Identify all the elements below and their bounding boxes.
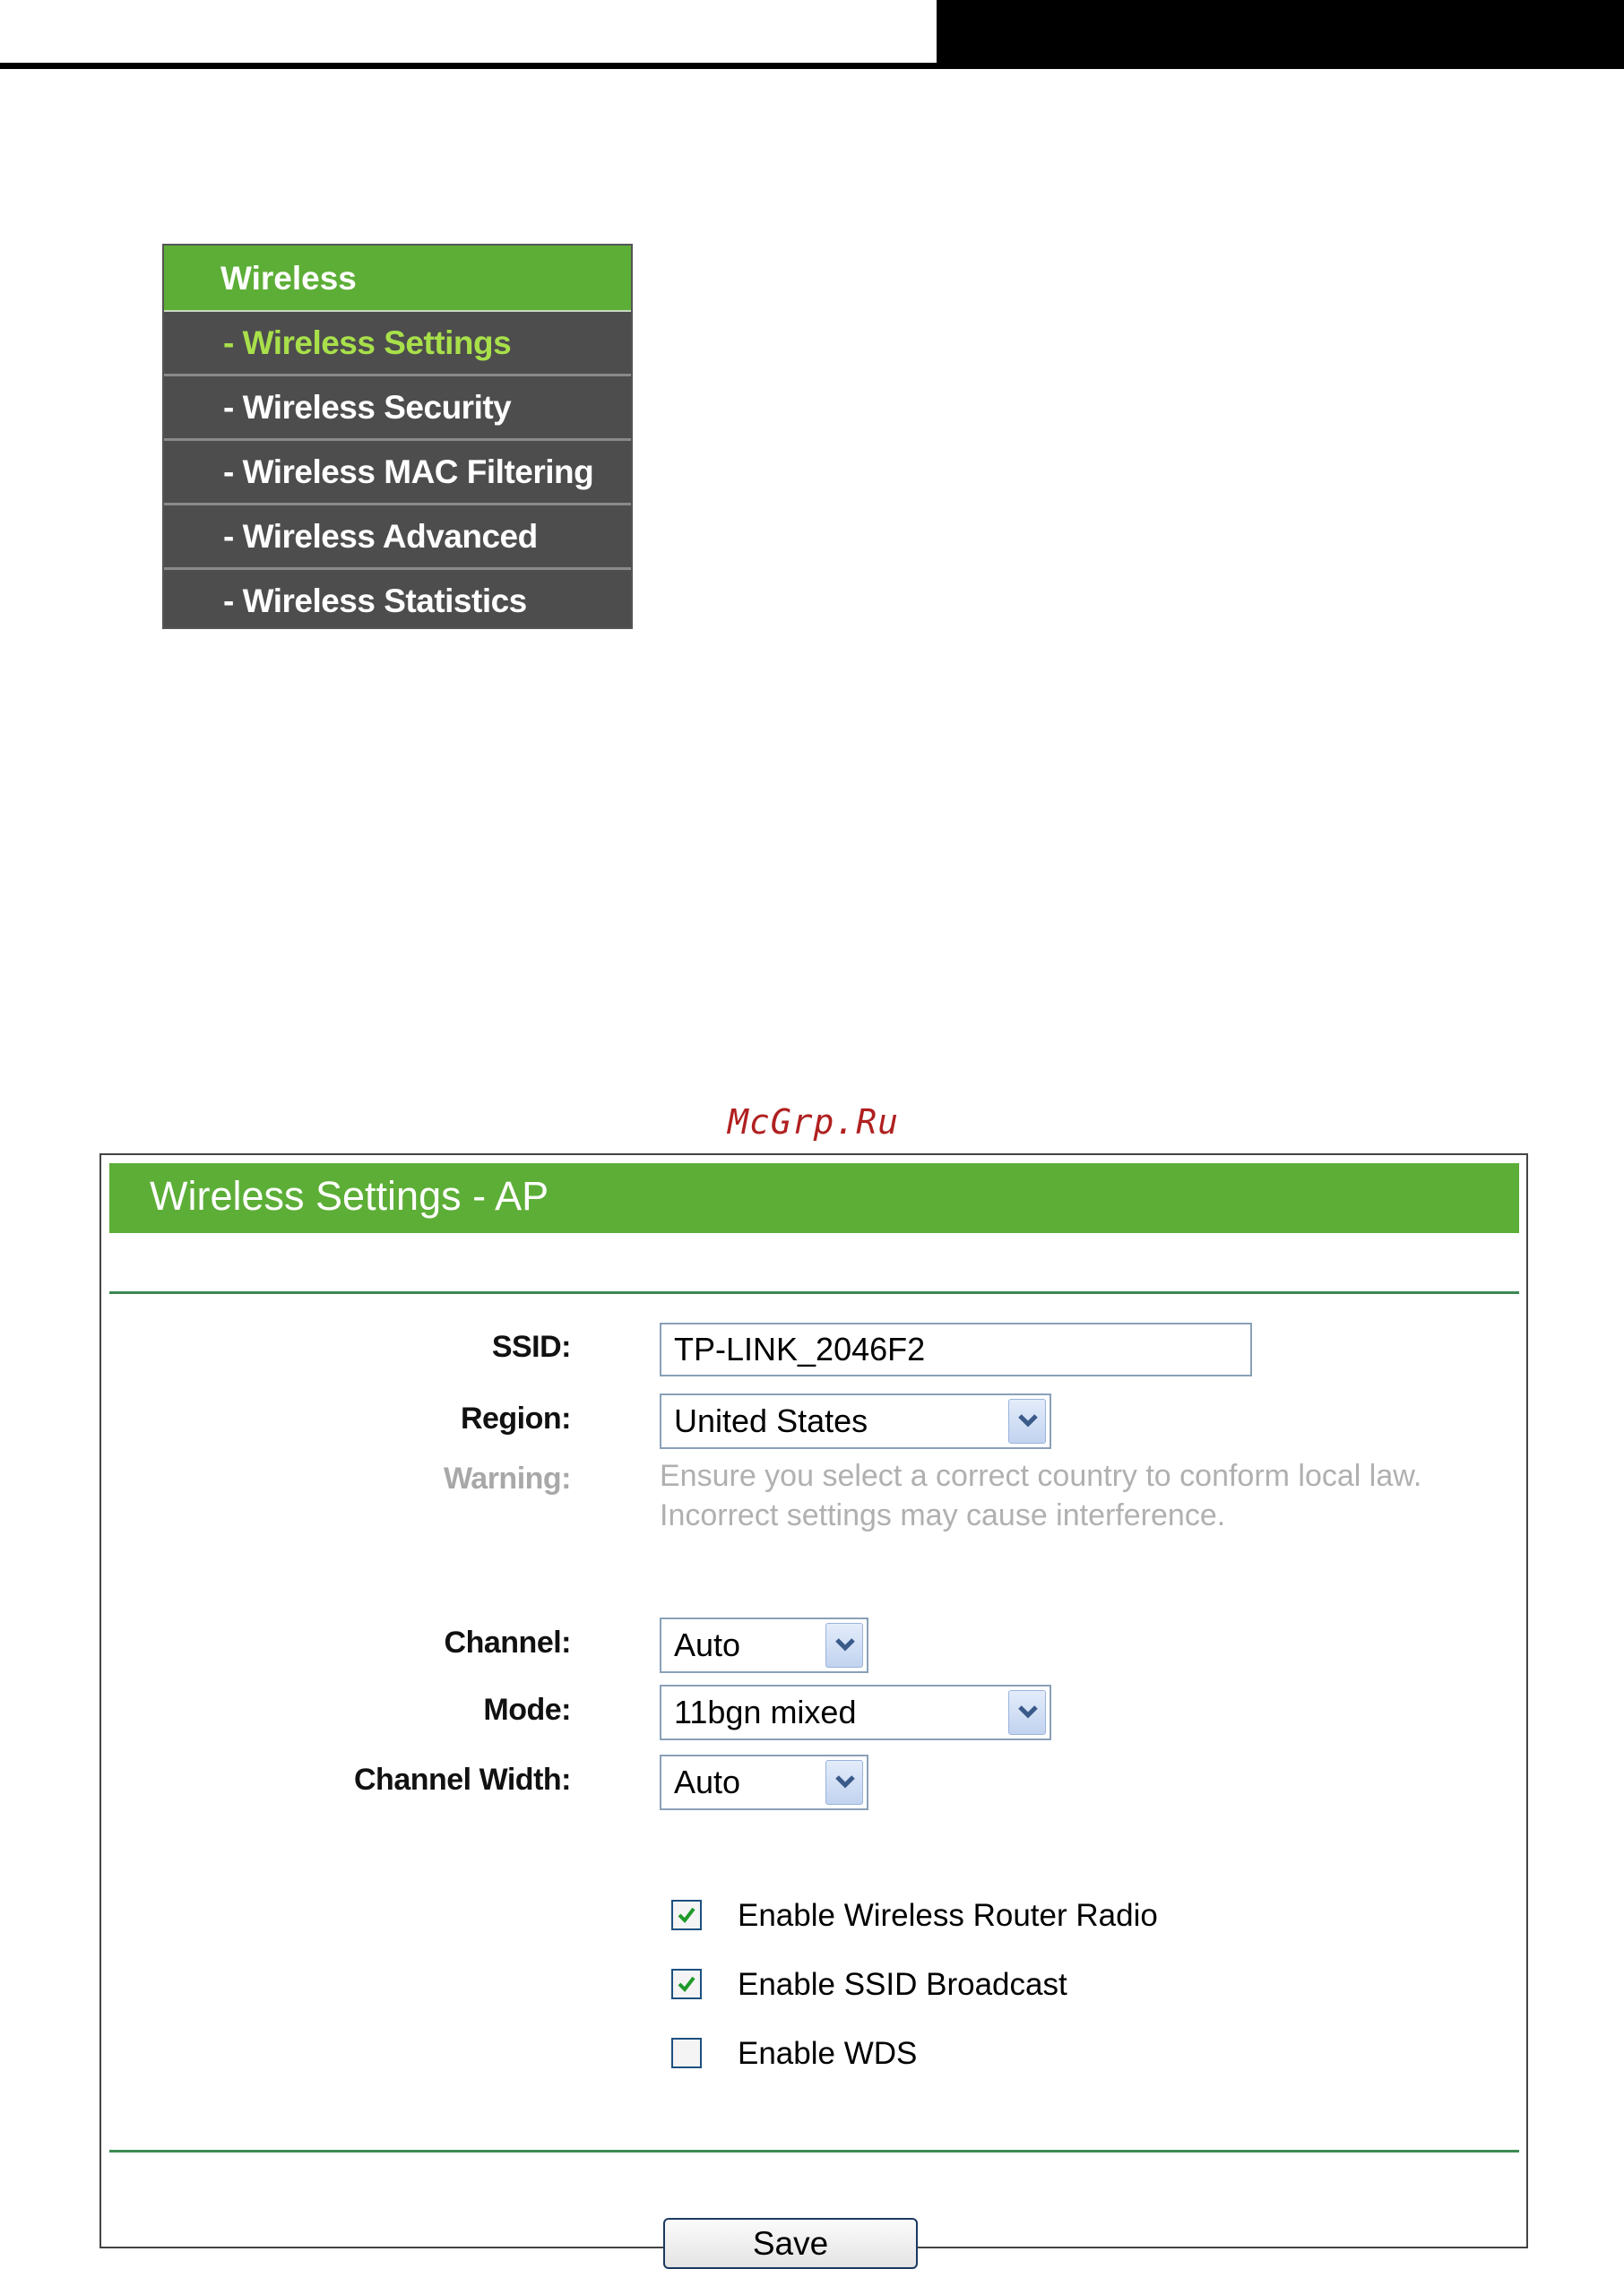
chevron-down-icon[interactable] — [825, 1760, 863, 1805]
warning-label: Warning: — [443, 1462, 571, 1496]
channel-value: Auto — [674, 1626, 741, 1663]
enable-wds-checkbox[interactable] — [671, 2038, 702, 2068]
header-black-box — [937, 0, 1624, 66]
region-label: Region: — [460, 1402, 571, 1436]
menu-item-wireless-mac-filtering[interactable]: - Wireless MAC Filtering — [164, 441, 631, 505]
warning-line-1: Ensure you select a correct country to conform local law. — [660, 1459, 1422, 1493]
mode-select[interactable] — [660, 1685, 1051, 1740]
bottom-divider — [109, 2150, 1519, 2153]
menu-item-wireless-security[interactable]: - Wireless Security — [164, 376, 631, 441]
channel-width-label: Channel Width: — [354, 1763, 571, 1797]
watermark-text: McGrp.Ru — [728, 1102, 900, 1142]
menu-item-wireless-advanced[interactable]: - Wireless Advanced — [164, 505, 631, 570]
mode-value: 11bgn mixed — [674, 1694, 857, 1730]
wireless-settings-panel — [99, 1153, 1528, 2262]
menu-header[interactable]: Wireless — [164, 246, 631, 312]
save-button[interactable]: Save — [663, 2218, 918, 2269]
wireless-menu — [162, 244, 633, 629]
top-divider — [109, 1291, 1519, 1294]
header-rule — [0, 63, 1624, 69]
enable-radio-checkbox[interactable] — [671, 1900, 702, 1930]
menu-item-wireless-settings[interactable]: - Wireless Settings — [164, 312, 631, 376]
enable-radio-label: Enable Wireless Router Radio — [738, 1898, 1158, 1933]
ssid-input[interactable] — [660, 1323, 1252, 1376]
panel-title: Wireless Settings - AP — [109, 1163, 1519, 1233]
mode-label: Mode: — [483, 1693, 571, 1727]
warning-line-2: Incorrect settings may cause interference. — [660, 1498, 1226, 1532]
channel-select[interactable] — [660, 1618, 868, 1673]
channel-width-select[interactable] — [660, 1755, 868, 1810]
chevron-down-icon[interactable] — [825, 1623, 863, 1668]
chevron-down-icon[interactable] — [1008, 1690, 1046, 1735]
menu-item-wireless-statistics[interactable]: - Wireless Statistics — [223, 582, 527, 619]
ssid-label: SSID: — [491, 1330, 571, 1364]
region-select[interactable] — [660, 1393, 1051, 1449]
channel-width-value: Auto — [674, 1764, 741, 1800]
chevron-down-icon[interactable] — [1008, 1399, 1046, 1444]
enable-ssid-broadcast-label: Enable SSID Broadcast — [738, 1967, 1067, 2002]
channel-label: Channel: — [444, 1626, 571, 1660]
region-value: United States — [674, 1402, 868, 1439]
enable-ssid-broadcast-checkbox[interactable] — [671, 1969, 702, 1999]
enable-wds-label: Enable WDS — [738, 2036, 918, 2071]
